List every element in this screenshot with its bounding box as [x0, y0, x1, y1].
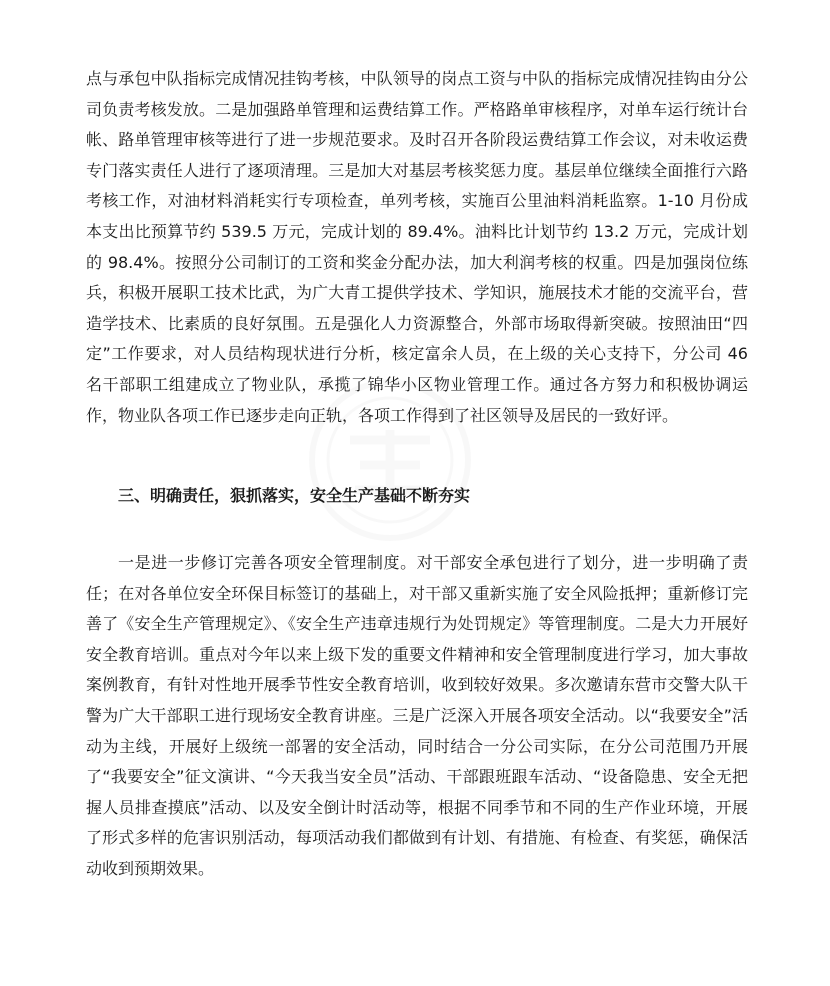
body-paragraph-1: 点与承包中队指标完成情况挂钩考核，中队领导的岗点工资与中队的指标完成情况挂钩由分公司负责考核发放。二是加强路单管理和运费结算工作。严格路单审核程序，对单车运行统计台帐、路单管理审核等进行了进一步规范要求。及时召开各阶段运费结算工作会议，对未收运费专门落实责任人进行了逐项清理。三是加大对基层考核奖惩力度。基层单位继续全面推行六路考核工作，对油材料消耗实行专项检查，单列考核，实施百公里油料消耗监察。1-10 月份成本支出比预算节约 539.5 万元，完成计划的 89.4%。油料比计划节约 13.2 万元，完成计划的 98.4%。按照分公司制订的工资和奖金分配办法，加大利润考核的权重。四是加强岗位练兵，积极开展职工技术比武，为广大青工提供学技术、学知识，施展技术才能的交流平台，营造学技术、比素质的良好氛围。五是强化人力资源整合，外部市场取得新突破。按照油田“四定”工作要求，对人员结构现状进行分析，核定富余人员，在上级的关心支持下，分公司 46 名干部职工组建成立了物业队，承揽了锦华小区物业管理工作。通过各方努力和积极协调运作，物业队各项工作已逐步走向正轨，各项工作得到了社区领导及居民的一致好评。: [86, 69, 748, 425]
section-heading: 三、明确责任，狠抓落实，安全生产基础不断夯实: [118, 486, 471, 505]
body-paragraph-2: 一是进一步修订完善各项安全管理制度。对干部安全承包进行了划分，进一步明确了责任；在对各单位安全环保目标签订的基础上，对干部又重新实施了安全风险抵押；重新修订完善了《安全生产管理规定》、《安全生产违章违规行为处罚规定》等管理制度。二是大力开展好安全教育培训。重点对今年以来上级下发的重要文件精神和安全管理制度进行学习，加大事故案例教育，有针对性地开展季节性安全教育培训，收到较好效果。多次邀请东营市交警大队干警为广大干部职工进行现场安全教育讲座。三是广泛深入开展各项安全活动。以“我要安全”活动为主线，开展好上级统一部署的安全活动，同时结合一分公司实际，在分公司范围乃开展了“我要安全”征文演讲、“今天我当安全员”活动、干部跟班跟车活动、“设备隐患、安全无把握人员排查摸底”活动、以及安全倒计时活动等，根据不同季节和不同的生产作业环境，开展了形式多样的危害识别活动，每项活动我们都做到有计划、有措施、有检查、有奖惩，确保活动收到预期效果。: [86, 553, 748, 878]
